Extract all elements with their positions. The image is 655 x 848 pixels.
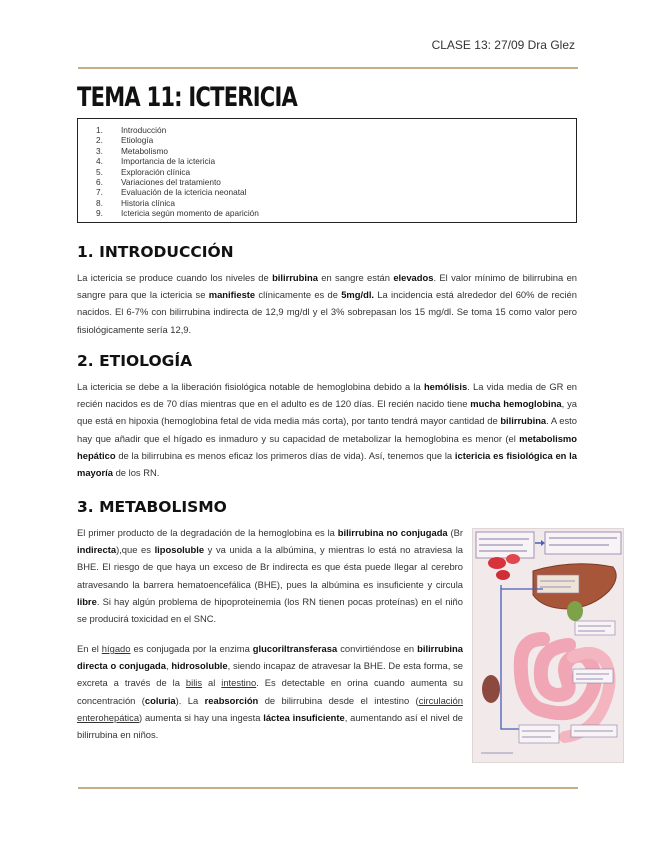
toc-item-label: Exploración clínica [121, 166, 191, 177]
toc-item [78, 177, 576, 187]
section-heading-etiologia: 2. ETIOLOGÍA [77, 352, 193, 370]
red-blood-cell-icon [496, 570, 510, 580]
toc-item-number: 5. [96, 166, 103, 177]
toc-item-label: Introducción [121, 125, 167, 135]
bilirubin-metabolism-diagram [472, 528, 624, 763]
toc-item-number: 8. [96, 197, 103, 208]
top-divider [78, 67, 578, 69]
toc-item-label: Metabolismo [121, 145, 169, 156]
toc-item [78, 208, 576, 218]
toc-item-number: 6. [96, 177, 103, 188]
metabolismo-paragraph-1: El primer producto de la degradación de la hemoglobina es la bilirrubina no conjugada (Br indirecta),que es liposoluble y va unida a la albúmina, y mientras lo está no atraviesa la BHE. El riesgo de que haya un exceso de Br indirecta es que ésta puede llegar al cerebro atravesando la barrera hematoencefálica (BHE), pues la albúmina es insuficiente y circula libre. Si hay algún problema de hipoproteinemia (los RN tienen pocas proteínas) en el niño se producirá toxicidad en el SNC. [77, 527, 463, 625]
toc-item-number: 2. [96, 135, 103, 146]
gallbladder-icon [567, 601, 583, 621]
toc-item [78, 135, 576, 145]
toc-item-number: 9. [96, 208, 103, 219]
toc-item [78, 198, 576, 208]
toc-item-label: Etiología [121, 135, 154, 146]
section-heading-metabolismo: 3. METABOLISMO [77, 498, 227, 516]
toc-item-label: Ictericia según momento de aparición [121, 208, 259, 219]
toc-item-number: 1. [96, 125, 103, 135]
metabolismo-paragraph-2: En el hígado es conjugada por la enzima glucoriltransferasa convirtiéndose en bilirrubina directa o conjugada, hidrosoluble, siendo incapaz de atravesar la BHE. De esta forma, se excreta a través de la bilis al intestino. Es detectable en orina cuando aumenta su concentración (coluria). La reabsorción de bilirrubina desde el intestino (circulación enterohepática) aumenta si hay una ingesta láctea insuficiente, aumentando así el nivel de bilirrubina en niños. [77, 643, 463, 741]
toc-item [78, 146, 576, 156]
intro-paragraph: La ictericia se produce cuando los niveles de bilirrubina en sangre están elevados. El valor mínimo de bilirrubina en sangre para que la ictericia se manifieste clínicamente es de 5mg/dl. La incidencia está alrededor del 60% de recién nacidos. El 6-7% con bilirrubina indirecta de 12,9 mg/dl y el 3% sobrepasan los 15 mg/dl. Se toma 15 como valor pero fisiológicamente sería 12,9. [77, 272, 577, 335]
table-of-contents [77, 118, 577, 223]
diagram-illustration [473, 529, 624, 763]
etiologia-paragraph: La ictericia se debe a la liberación fisiológica notable de hemoglobina debido a la hemólisis. La vida media de GR en recién nacidos es de 70 días mientras que en el adulto es de 120 días. El recién nacido tiene mucha hemoglobina, ya que está en hipoxia (hemoglobina fetal de vida media más corta), por tanto tendrá mayor cantidad de bilirrubina. A esto hay que añadir que el hígado es inmaduro y su capacidad de metabolizar la hemoglobina es menor (el metabolismo hepático de la bilirrubina es menos eficaz los primeros días de vida). Así, tenemos que la ictericia es fisiológica en la mayoría de los RN. [77, 381, 577, 479]
toc-item-label: Historia clínica [121, 197, 175, 208]
diagram-label-box [545, 532, 621, 554]
toc-item-label: Evaluación de la ictericia neonatal [121, 187, 247, 198]
toc-item-number: 7. [96, 187, 103, 198]
toc-item [78, 187, 576, 197]
toc-list [78, 125, 576, 219]
red-blood-cell-icon [488, 557, 506, 569]
toc-item-number: 3. [96, 145, 103, 156]
section-heading-introduccion: 1. INTRODUCCIÓN [77, 243, 234, 261]
class-header-note: CLASE 13: 27/09 Dra Glez [431, 38, 575, 52]
toc-item [78, 125, 576, 135]
toc-item [78, 156, 576, 166]
kidney-icon [482, 675, 500, 703]
page-title: TEMA 11: ICTERICIA [77, 82, 298, 113]
toc-item-label: Importancia de la ictericia [121, 156, 216, 167]
red-blood-cell-icon [506, 554, 520, 564]
toc-item [78, 167, 576, 177]
toc-item-number: 4. [96, 156, 103, 167]
bottom-divider [78, 787, 578, 789]
toc-item-label: Variaciones del tratamiento [121, 177, 221, 188]
